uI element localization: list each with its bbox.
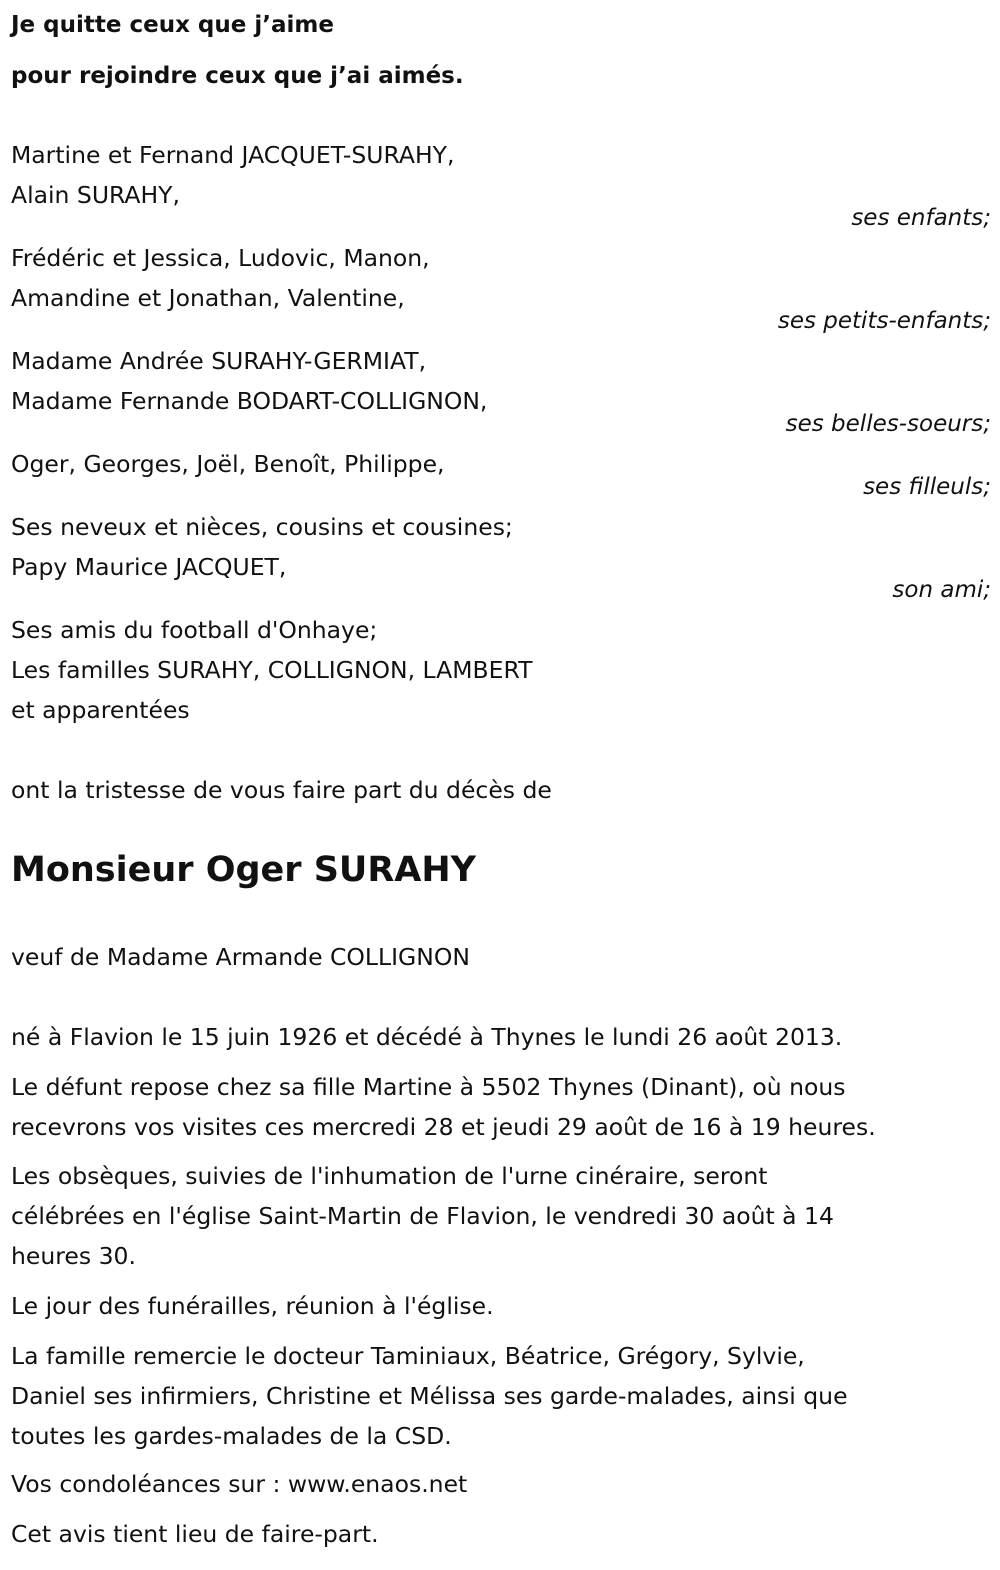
visits-line-2: recevrons vos visites ces mercredi 28 et jeudi 29 août de 16 à 19 heures.	[11, 1113, 876, 1141]
meeting: Le jour des funérailles, réunion à l'église.	[11, 1292, 494, 1320]
relation-grandchildren: ses petits-enfants;	[777, 308, 991, 334]
condolences: Vos condoléances sur : www.enaos.net	[11, 1470, 468, 1498]
children-line-1: Martine et Fernand JACQUET-SURAHY,	[11, 141, 455, 169]
grandchildren-line-1: Frédéric et Jessica, Ludovic, Manon,	[11, 244, 430, 272]
visits-line-1: Le défunt repose chez sa fille Martine à 5502 Thynes (Dinant), où nous	[11, 1073, 846, 1101]
relation-children: ses enfants;	[851, 205, 991, 231]
relation-sisters-in-law: ses belles-soeurs;	[785, 411, 991, 437]
epitaph-line-2: pour rejoindre ceux que j’ai aimés.	[11, 63, 464, 89]
thanks-line-1: La famille remercie le docteur Taminiaux, Béatrice, Grégory, Sylvie,	[11, 1342, 805, 1370]
sisters-in-law-line-1: Madame Andrée SURAHY-GERMIAT,	[11, 347, 427, 375]
godchildren-line-1: Oger, Georges, Joël, Benoît, Philippe,	[11, 450, 445, 478]
friend-line: Papy Maurice JACQUET,	[11, 553, 287, 581]
nephews-line: Ses neveux et nièces, cousins et cousines;	[11, 513, 513, 541]
deceased-name: Monsieur Oger SURAHY	[11, 850, 477, 890]
others-line-1: Ses amis du football d'Onhaye;	[11, 616, 378, 644]
funeral-line-3: heures 30.	[11, 1242, 136, 1270]
funeral-line-1: Les obsèques, suivies de l'inhumation de l'urne cinéraire, seront	[11, 1162, 768, 1190]
children-line-2: Alain SURAHY,	[11, 181, 180, 209]
others-line-3: et apparentées	[11, 696, 190, 724]
widower-of: veuf de Madame Armande COLLIGNON	[11, 943, 470, 971]
relation-godchildren: ses filleuls;	[863, 474, 991, 500]
epitaph-line-1: Je quitte ceux que j’aime	[11, 12, 334, 38]
thanks-line-2: Daniel ses infirmiers, Christine et Mélissa ses garde-malades, ainsi que	[11, 1382, 848, 1410]
thanks-line-3: toutes les gardes-malades de la CSD.	[11, 1422, 452, 1450]
announcement: ont la tristesse de vous faire part du décès de	[11, 776, 552, 804]
sisters-in-law-line-2: Madame Fernande BODART-COLLIGNON,	[11, 387, 488, 415]
notice: Cet avis tient lieu de faire-part.	[11, 1520, 379, 1548]
others-line-2: Les familles SURAHY, COLLIGNON, LAMBERT	[11, 656, 533, 684]
grandchildren-line-2: Amandine et Jonathan, Valentine,	[11, 284, 405, 312]
relation-friend: son ami;	[892, 577, 991, 603]
birth-death: né à Flavion le 15 juin 1926 et décédé à Thynes le lundi 26 août 2013.	[11, 1023, 843, 1051]
funeral-line-2: célébrées en l'église Saint-Martin de Flavion, le vendredi 30 août à 14	[11, 1202, 834, 1230]
